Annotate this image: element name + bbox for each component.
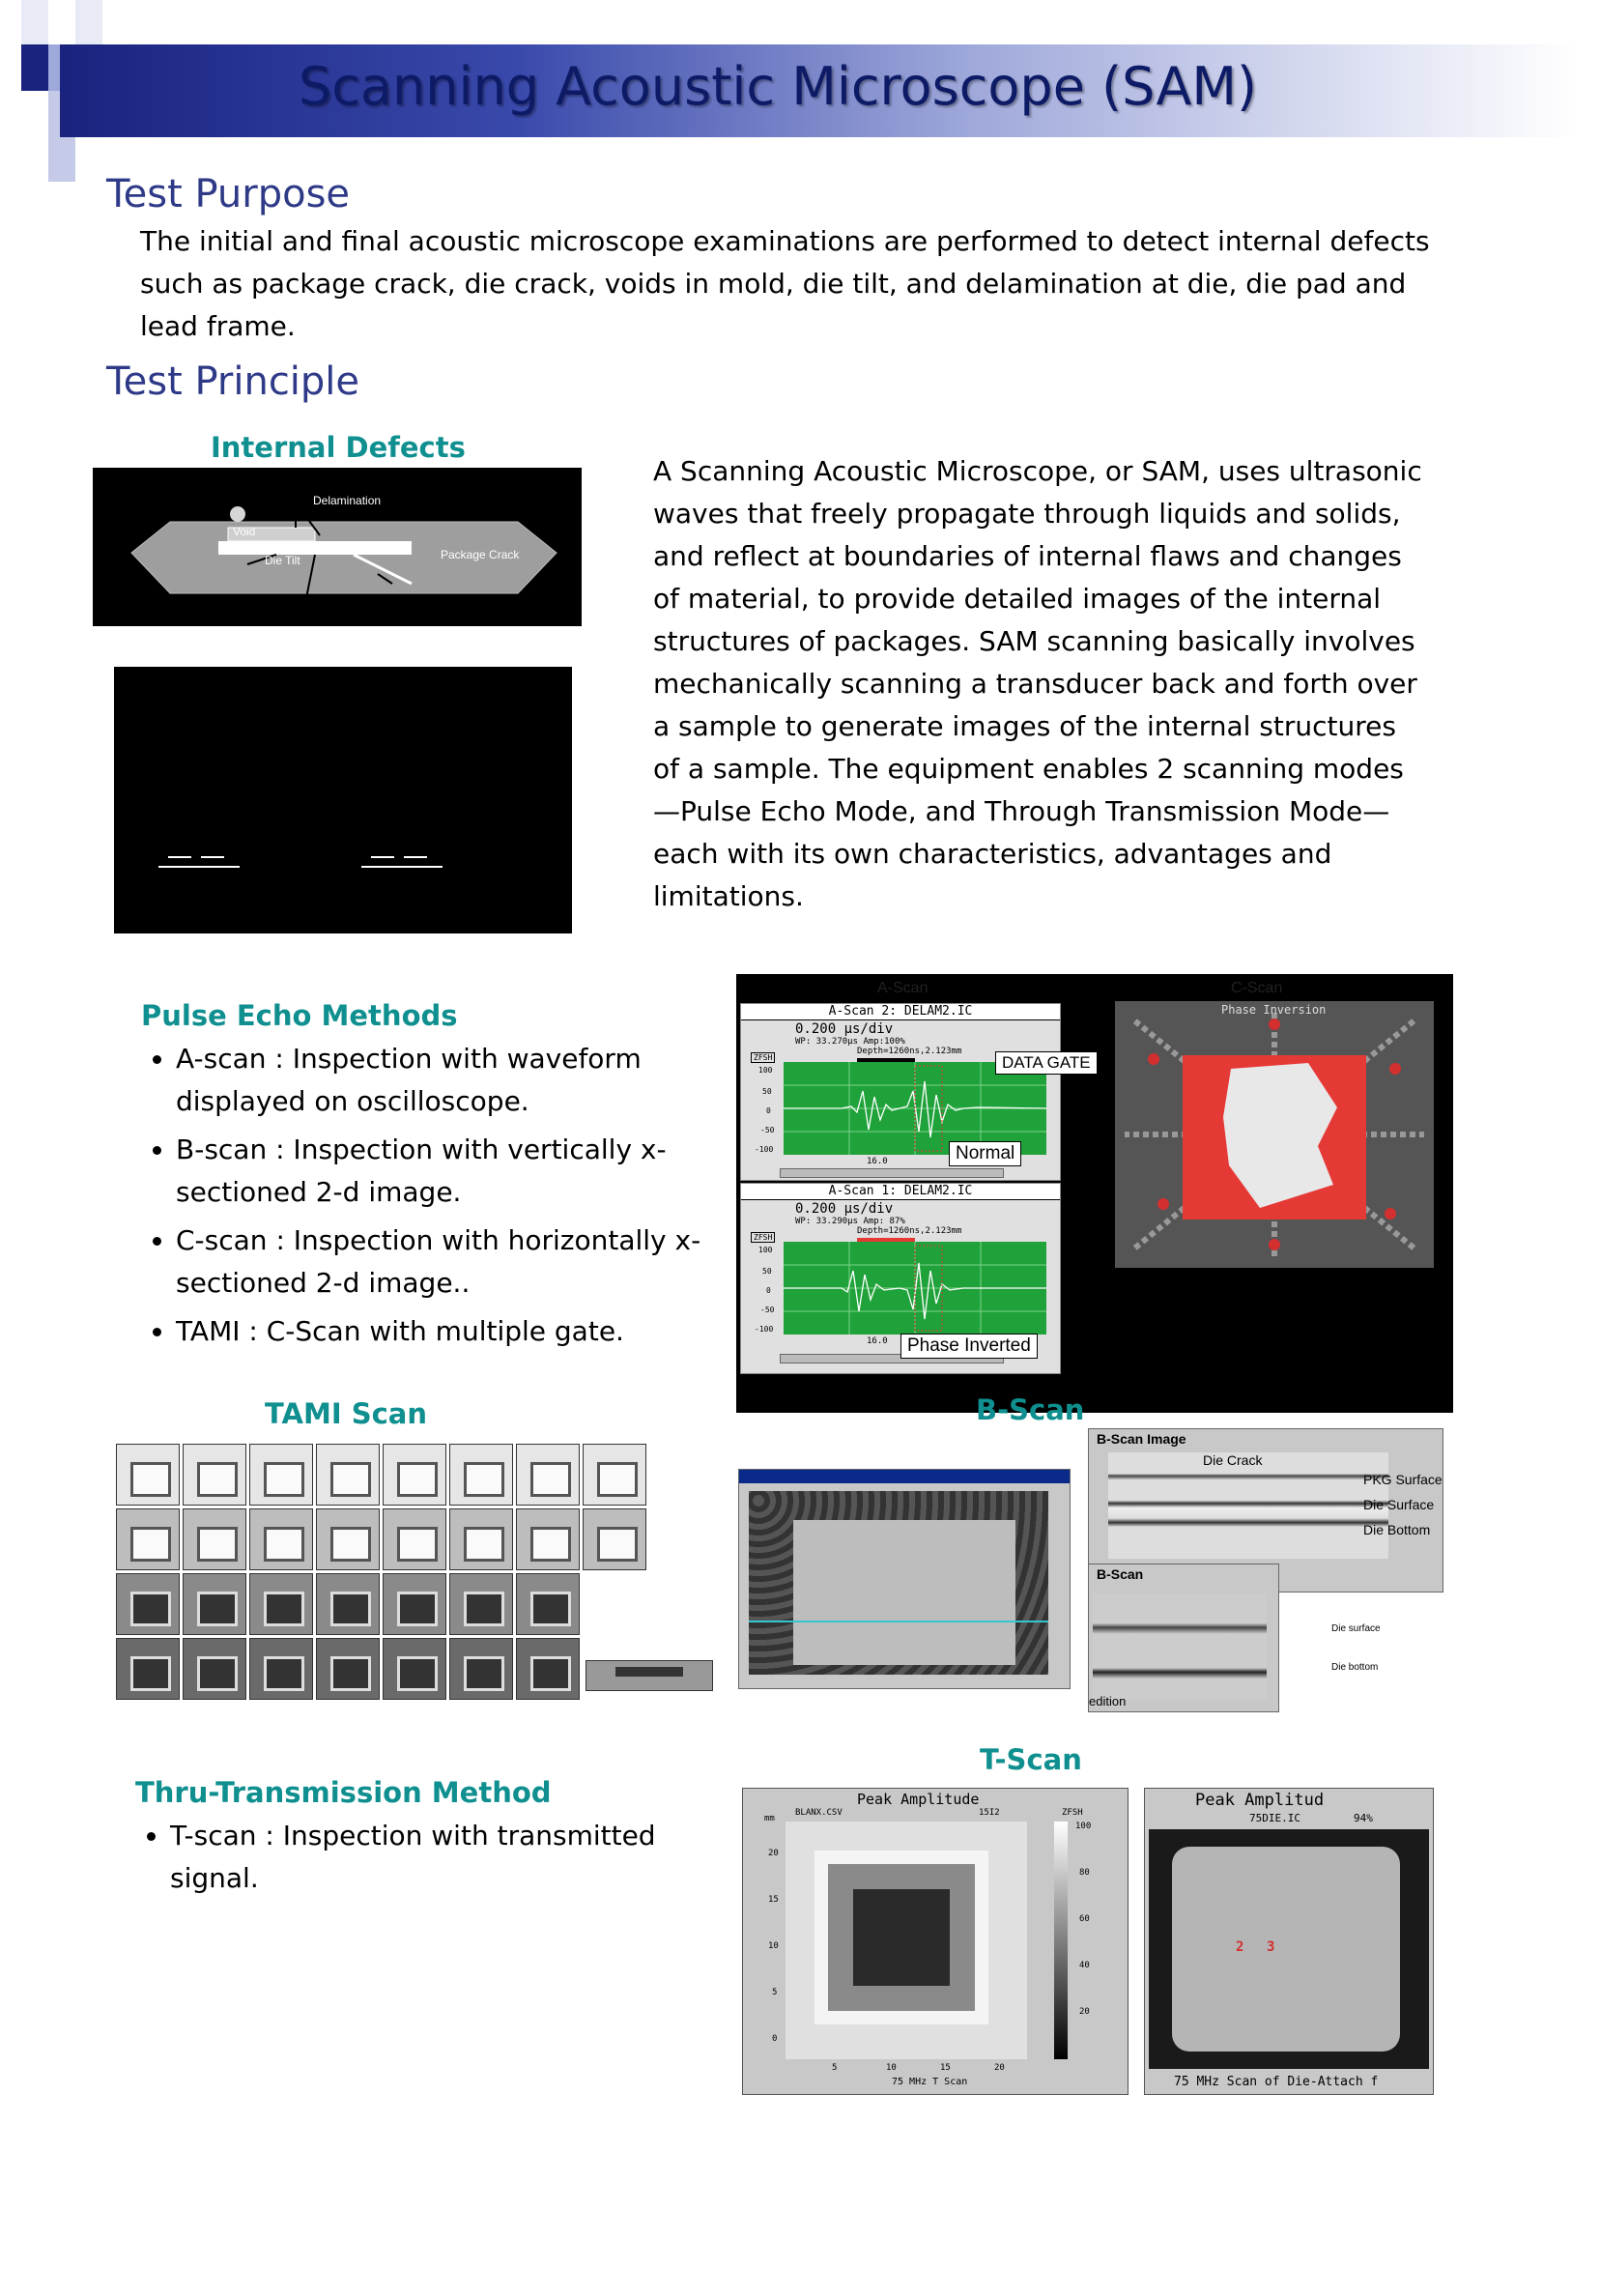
- tami-thumbnail: [516, 1444, 580, 1506]
- thru-list: [135, 1815, 740, 1906]
- tami-grid: [116, 1444, 645, 1705]
- tscan-right-pct: 94%: [1354, 1812, 1373, 1824]
- tami-thumbnail-die: [530, 1527, 571, 1562]
- label-void: Void: [233, 525, 256, 538]
- window-titlebar: A-Scan 1: DELAM2.IC: [741, 1184, 1060, 1200]
- tami-thumbnail: [316, 1508, 380, 1570]
- tscan-left-file: BLANX.CSV: [795, 1808, 843, 1818]
- tami-thumbnail: [316, 1573, 380, 1635]
- bscan-title: B-Scan: [976, 1393, 1085, 1426]
- tami-thumbnail-die: [464, 1462, 504, 1497]
- normal-label: Normal: [949, 1141, 1021, 1166]
- tami-thumbnail-die: [264, 1656, 304, 1691]
- purpose-text: The initial and final acoustic microscope examinations are performed to detect internal defects such as package crack, die crack, voids in mold, die tilt, and delamination at die, die pad and lead frame.: [140, 225, 1430, 342]
- xval: 16.0: [867, 1157, 888, 1166]
- tami-title: TAMI Scan: [265, 1397, 428, 1430]
- ytick: 50: [762, 1087, 772, 1096]
- bscan-cscan-window: [738, 1469, 1071, 1689]
- tami-thumbnail: [249, 1444, 313, 1506]
- label-die-tilt: Die Tilt: [265, 554, 300, 567]
- pkg-surface-label: PKG Surface: [1363, 1472, 1443, 1487]
- die-bottom-label: Die Bottom: [1363, 1522, 1431, 1537]
- page-title: Scanning Acoustic Microscope (SAM): [298, 56, 1258, 117]
- header-deco-square: [48, 137, 75, 182]
- ascan-fsh: ZFSH: [751, 1232, 775, 1243]
- left-ytick: 5: [772, 1988, 778, 1997]
- left-xtick: 20: [994, 2063, 1005, 2073]
- header-deco-square: [75, 0, 102, 44]
- tami-thumbnail: [449, 1638, 513, 1700]
- ytick: 100: [758, 1246, 773, 1254]
- mark-line: [371, 856, 394, 858]
- tami-thumbnail: [583, 1508, 646, 1570]
- header-deco-square: [21, 44, 48, 91]
- tami-thumbnail: [116, 1638, 180, 1700]
- defects-svg: [93, 468, 582, 626]
- die-surface-label-2: Die surface: [1331, 1623, 1381, 1634]
- scrollbar[interactable]: [780, 1168, 1004, 1178]
- ytick: 0: [766, 1106, 771, 1115]
- cross-section-image: [114, 667, 572, 933]
- ytick: 0: [766, 1286, 771, 1295]
- bscan-image-view: [1108, 1452, 1388, 1559]
- tami-thumbnail: [449, 1573, 513, 1635]
- scale-tick: 40: [1079, 1961, 1090, 1970]
- tami-thumbnail: [249, 1638, 313, 1700]
- ascan-depth: Depth=1260ns,2.123mm: [857, 1047, 962, 1056]
- list-item: • C-scan : Inspection with horizontally x-sectioned 2-d image..: [176, 1220, 746, 1305]
- mark-2: 2: [1236, 1939, 1244, 1955]
- tscan-left-size: 15I2: [979, 1808, 1000, 1818]
- tami-thumbnail-die: [397, 1527, 438, 1562]
- tami-thumbnail: [316, 1638, 380, 1700]
- tami-thumbnail: [183, 1573, 246, 1635]
- tami-thumbnail-die: [464, 1592, 504, 1626]
- left-ytick: 0: [772, 2034, 778, 2044]
- ascan-depth: Depth=1260ns,2.123mm: [857, 1226, 962, 1236]
- tami-thumbnail-die: [130, 1656, 171, 1691]
- tami-thumbnail: [516, 1508, 580, 1570]
- tami-device: [586, 1660, 713, 1691]
- bscan-cscan-view: [749, 1491, 1048, 1675]
- tami-thumbnail-die: [530, 1592, 571, 1626]
- die-region: [793, 1520, 1015, 1665]
- phase-inverted-label: Phase Inverted: [900, 1334, 1038, 1359]
- tami-thumbnail: [183, 1638, 246, 1700]
- tami-thumbnail-die: [197, 1462, 238, 1497]
- tami-thumbnail-die: [597, 1527, 638, 1562]
- ascan-info: WP: 33.270µs Amp:100%: [795, 1037, 905, 1047]
- internal-defects-title: Internal Defects: [211, 431, 466, 464]
- tami-thumbnail-die: [530, 1462, 571, 1497]
- tami-thumbnail: [183, 1444, 246, 1506]
- purpose-heading: Test Purpose: [106, 172, 351, 216]
- ascan-div: 0.200 µs/div: [795, 1021, 894, 1037]
- mark-line: [201, 856, 224, 858]
- left-xtick: 10: [886, 2063, 897, 2073]
- tami-thumbnail: [249, 1508, 313, 1570]
- tscan-die: [1172, 1847, 1400, 2052]
- ascan-info: WP: 33.290µs Amp: 87%: [795, 1217, 905, 1226]
- tami-thumbnail-die: [264, 1527, 304, 1562]
- left-ytick: 15: [768, 1895, 779, 1905]
- ascan-plot: [784, 1242, 1046, 1335]
- tscan-left-title: Peak Amplitude: [857, 1791, 980, 1808]
- tscan-right-image: [1144, 1788, 1434, 2095]
- die-crack-label: Die Crack: [1203, 1452, 1263, 1468]
- tscan-left-fsh: ZFSH: [1062, 1808, 1083, 1818]
- ytick: -50: [760, 1306, 775, 1314]
- ytick: 100: [758, 1066, 773, 1075]
- tami-thumbnail-die: [330, 1592, 371, 1626]
- tami-thumbnail: [383, 1508, 446, 1570]
- list-item: • A-scan : Inspection with waveform displayed on oscilloscope.: [176, 1038, 746, 1123]
- principle-text: A Scanning Acoustic Microscope, or SAM, uses ultrasonic waves that freely propagate through liquids and solids, and reflect at boundaries of internal flaws and changes of material, to provide detailed images of the internal structures of packages. SAM scanning basically involves mechanically scanning a transducer back and forth over a sample to generate images of the internal structures of a sample. The equipment enables 2 scanning modes—Pulse Echo Mode, and Through Transmission Mode—each with its own characteristics, advantages and limitations.: [653, 455, 1422, 912]
- cscan-section-label: C-Scan: [1231, 980, 1283, 996]
- internal-defects-diagram: [93, 468, 582, 626]
- tami-thumbnail-die: [397, 1462, 438, 1497]
- tami-thumbnail: [116, 1444, 180, 1506]
- tami-thumbnail: [183, 1508, 246, 1570]
- mark-line: [404, 856, 427, 858]
- mark-line: [158, 866, 240, 868]
- bscan-detail-window: [1088, 1564, 1279, 1712]
- ascan-div: 0.200 µs/div: [795, 1201, 894, 1217]
- principle-heading: Test Principle: [106, 359, 360, 404]
- pulse-echo-title: Pulse Echo Methods: [141, 999, 458, 1032]
- tami-thumbnail-die: [197, 1527, 238, 1562]
- tscan-left-unit: mm: [764, 1814, 775, 1823]
- tami-thumbnail-die: [397, 1592, 438, 1626]
- ytick: 50: [762, 1267, 772, 1276]
- tami-thumbnail: [383, 1444, 446, 1506]
- tami-thumbnail-die: [597, 1462, 638, 1497]
- ytick: -100: [755, 1145, 774, 1154]
- ascan-fsh: ZFSH: [751, 1052, 775, 1063]
- tscan-left-caption: 75 MHz T Scan: [892, 2077, 968, 2087]
- tscan-right-file: 75DIE.IC: [1249, 1812, 1300, 1824]
- left-xtick: 15: [940, 2063, 951, 2073]
- mark-line: [361, 866, 443, 868]
- tami-thumbnail-die: [397, 1656, 438, 1691]
- tscan-right-caption: 75 MHz Scan of Die-Attach f: [1174, 2075, 1379, 2089]
- left-ytick: 20: [768, 1849, 779, 1858]
- section-line: [749, 1621, 1048, 1622]
- list-item: • B-scan : Inspection with vertically x-sectioned 2-d image.: [176, 1129, 746, 1214]
- xval: 16.0: [867, 1336, 888, 1346]
- tami-thumbnail: [449, 1508, 513, 1570]
- list-item: • T-scan : Inspection with transmitted signal.: [170, 1815, 740, 1900]
- ascan-cscan-panel: [736, 974, 1453, 1413]
- tami-thumbnail: [516, 1573, 580, 1635]
- tscan-left-view: [786, 1822, 1027, 2059]
- bscan-detail-view: [1093, 1593, 1267, 1700]
- data-gate-label: DATA GATE: [995, 1051, 1098, 1075]
- tami-thumbnail-die: [330, 1656, 371, 1691]
- pulse-echo-list: [141, 1038, 746, 1359]
- tami-thumbnail: [449, 1444, 513, 1506]
- tami-thumbnail-die: [197, 1656, 238, 1691]
- tscan-right-title: Peak Amplitud: [1195, 1791, 1325, 1810]
- die-bottom-label-2: Die bottom: [1331, 1662, 1379, 1673]
- window-titlebar: A-Scan 2: DELAM2.IC: [741, 1004, 1060, 1020]
- bscan-image-label: B-Scan Image: [1097, 1431, 1186, 1447]
- left-xtick: 5: [832, 2063, 838, 2073]
- tami-thumbnail-die: [264, 1592, 304, 1626]
- thru-title: Thru-Transmission Method: [135, 1776, 552, 1809]
- cscan-title: Phase Inversion: [1221, 1003, 1327, 1017]
- die-surface-label: Die Surface: [1363, 1497, 1435, 1512]
- tami-thumbnail-die: [130, 1527, 171, 1562]
- waveform-svg: [784, 1242, 1046, 1335]
- scale-tick: 60: [1079, 1914, 1090, 1924]
- tami-thumbnail-die: [530, 1656, 571, 1691]
- tami-thumbnail-die: [130, 1592, 171, 1626]
- tscan-center: [853, 1889, 950, 1986]
- tami-thumbnail: [316, 1444, 380, 1506]
- tami-thumbnail: [249, 1573, 313, 1635]
- tscan-right-view: [1149, 1829, 1429, 2069]
- ytick: -50: [760, 1126, 775, 1134]
- tami-thumbnail-die: [330, 1462, 371, 1497]
- tami-thumbnail: [116, 1508, 180, 1570]
- ytick: -100: [755, 1325, 774, 1334]
- tami-thumbnail: [383, 1638, 446, 1700]
- header-deco-square: [21, 0, 48, 44]
- tscan-title: T-Scan: [980, 1743, 1082, 1776]
- tami-thumbnail: [516, 1638, 580, 1700]
- cscan-image: [1115, 1001, 1434, 1268]
- device-slot: [615, 1667, 683, 1677]
- tami-thumbnail-die: [130, 1462, 171, 1497]
- cscan-svg: [1115, 1001, 1434, 1268]
- left-ytick: 10: [768, 1941, 779, 1951]
- list-item: • TAMI : C-Scan with multiple gate.: [176, 1310, 746, 1353]
- label-package-crack: Package Crack: [441, 548, 520, 561]
- scale-tick: 100: [1075, 1822, 1092, 1831]
- window-titlebar: [739, 1470, 1070, 1483]
- tscan-left-image: [742, 1788, 1129, 2095]
- bscan-edition: edition: [1089, 1694, 1127, 1708]
- tami-thumbnail: [383, 1573, 446, 1635]
- tami-thumbnail: [583, 1444, 646, 1506]
- label-delamination: Delamination: [313, 494, 382, 507]
- mark-line: [168, 856, 191, 858]
- scale-tick: 80: [1079, 1868, 1090, 1878]
- tami-thumbnail-die: [197, 1592, 238, 1626]
- tami-thumbnail-die: [464, 1656, 504, 1691]
- tami-thumbnail: [116, 1573, 180, 1635]
- tscan-left-scale: [1054, 1822, 1068, 2059]
- ascan-section-label: A-Scan: [877, 980, 929, 996]
- scale-tick: 20: [1079, 2007, 1090, 2017]
- mark-3: 3: [1267, 1939, 1275, 1955]
- tami-thumbnail-die: [264, 1462, 304, 1497]
- tami-thumbnail-die: [330, 1527, 371, 1562]
- bscan-label: B-Scan: [1097, 1566, 1144, 1582]
- tami-thumbnail-die: [464, 1527, 504, 1562]
